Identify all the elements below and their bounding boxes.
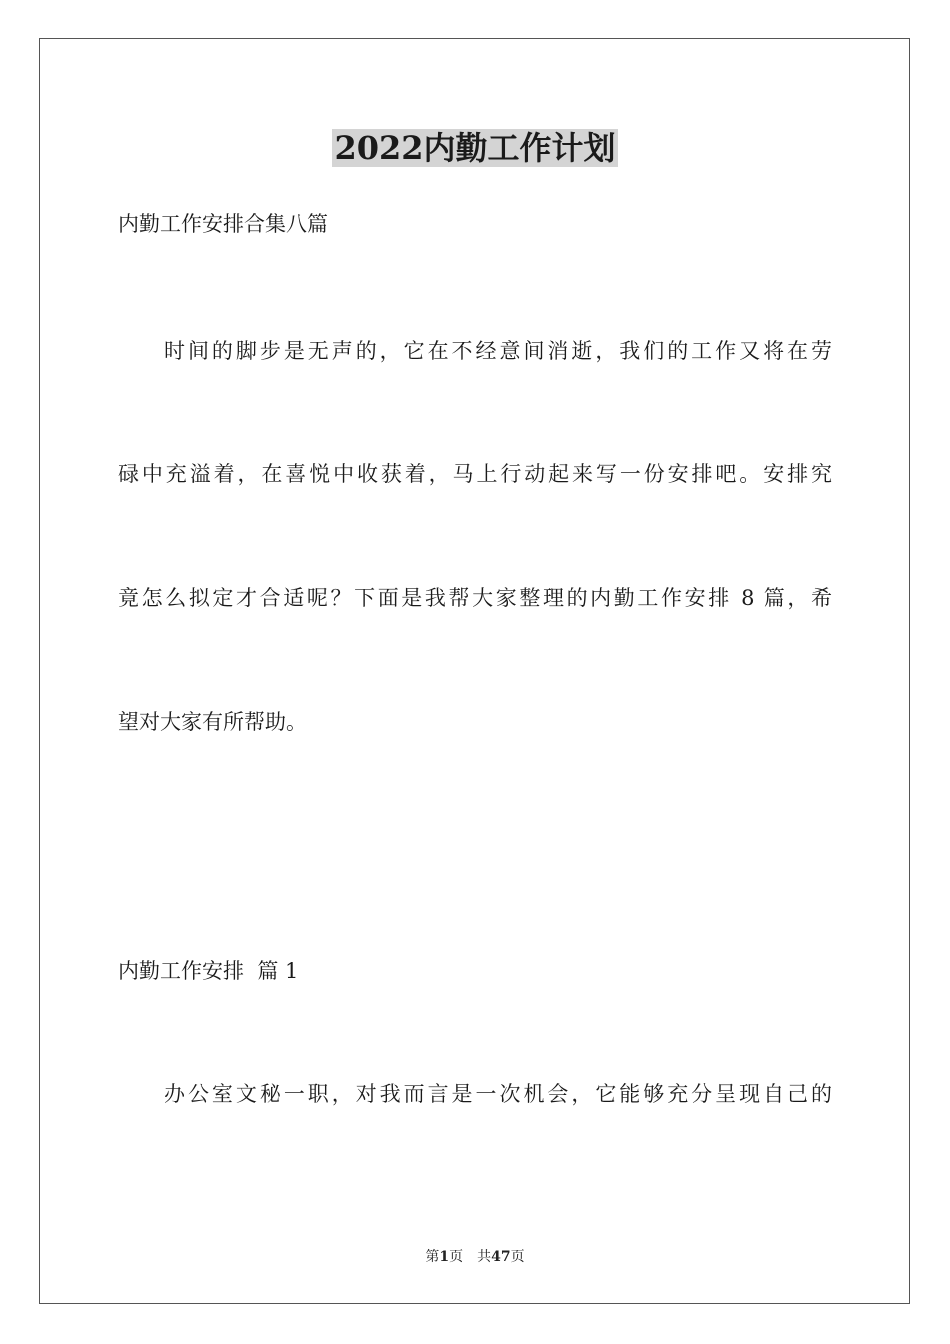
footer-page-suffix: 页 (449, 1249, 464, 1265)
intro-paragraph-line: 望对大家有所帮助。 (118, 710, 307, 734)
intro-paragraph-line: 竟怎么拟定才合适呢？下面是我帮大家整理的内勤工作安排 8 篇，希 (118, 586, 832, 610)
page-footer (0, 1247, 950, 1267)
footer-page-prefix: 第 (425, 1249, 440, 1265)
document-subtitle: 内勤工作安排合集八篇 (118, 212, 328, 236)
section-paragraph-line: 办公室文秘一职，对我而言是一次机会，它能够充分呈现自己的 (164, 1082, 832, 1106)
footer-total-prefix: 共 (477, 1249, 492, 1265)
intro-paragraph-line: 碌中充溢着，在喜悦中收获着，马上行动起来写一份安排吧。安排究 (118, 462, 832, 486)
document-title-text: 2022内勤工作计划 (334, 129, 616, 167)
document-title (0, 126, 950, 170)
section-heading: 内勤工作安排 篇 1 (118, 959, 299, 983)
footer-total-pages: 47 (491, 1249, 511, 1265)
footer-total-suffix: 页 (510, 1249, 525, 1265)
footer-page-number: 1 (439, 1249, 450, 1265)
intro-paragraph-line: 时间的脚步是无声的，它在不经意间消逝，我们的工作又将在劳 (164, 339, 832, 363)
